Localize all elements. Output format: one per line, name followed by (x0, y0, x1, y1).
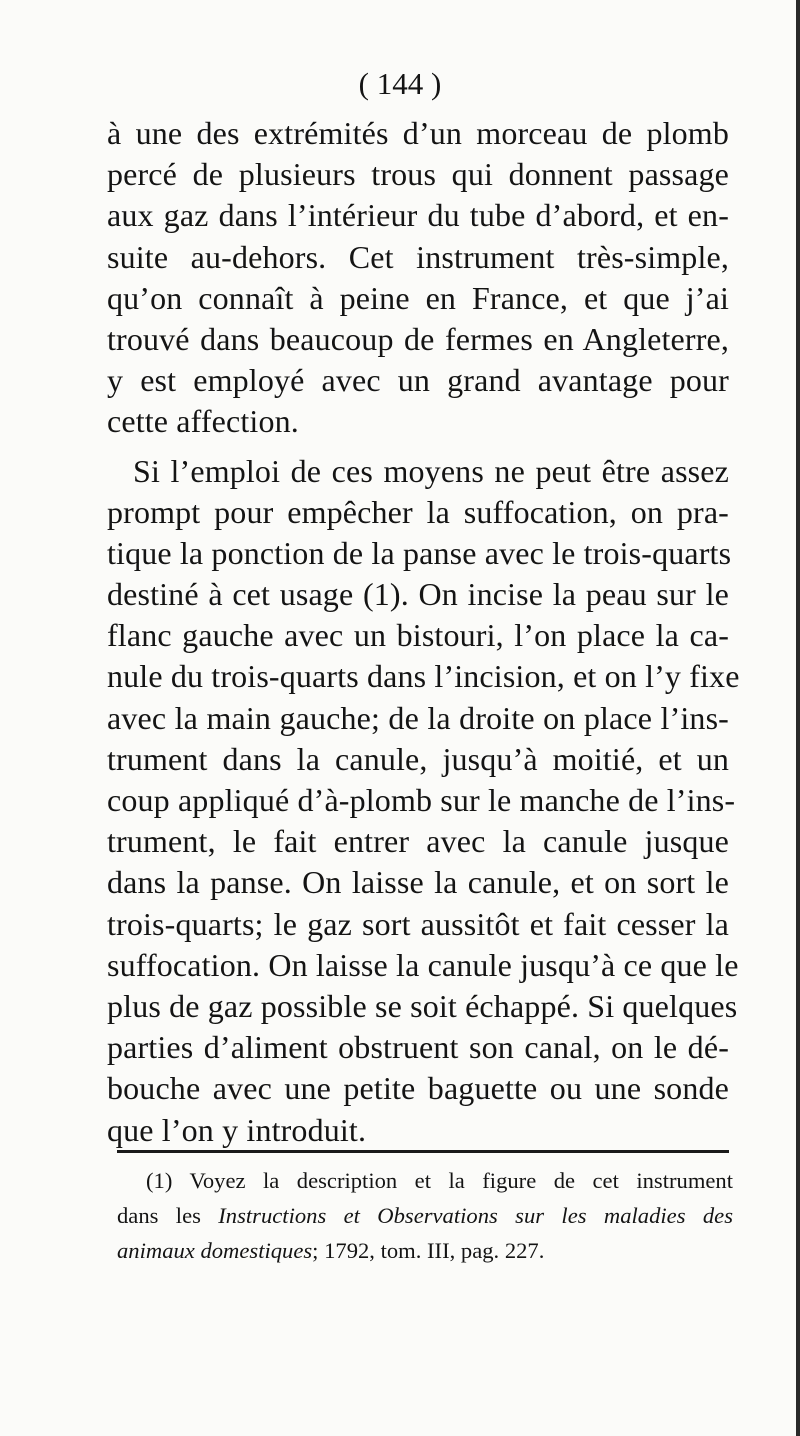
footnote-line-3 (117, 1233, 733, 1268)
footnote-rule (117, 1150, 729, 1153)
page-edge-shadow (796, 0, 800, 1436)
text-line: coup appliqué d’à-plomb sur le manche de l’ins- (107, 782, 736, 818)
text-line: aux gaz dans l’intérieur du tube d’abord, et en- (107, 197, 729, 234)
text-line: plus de gaz possible se soit échappé. Si quelques (107, 987, 738, 1024)
body-text (107, 113, 740, 1151)
text-line: trois-quarts; le gaz sort aussitôt et fait cesser la (107, 905, 729, 942)
paragraph-2 (107, 451, 740, 1151)
text-line: trument, le fait entrer avec la canule jusque (107, 823, 729, 860)
footnote-text: ; 1792, tom. III, pag. 227. (312, 1238, 545, 1263)
text-line: flanc gauche avec un bistouri, l’on place la ca- (107, 617, 729, 654)
text-line: Si l’emploi de ces moyens ne peut être assez (133, 452, 729, 489)
text-line: suffocation. On laisse la canule jusqu’à ce que le (107, 946, 739, 983)
text-line: bouche avec une petite baguette ou une sonde (107, 1070, 729, 1107)
paragraph-gap (107, 443, 729, 451)
footnote-line-2 (117, 1198, 733, 1233)
text-line: nule du trois-quarts dans l’incision, et on l’y fixe (107, 658, 740, 695)
text-line: à une des extrémités d’un morceau de plomb (107, 115, 729, 151)
text-line: parties d’aliment obstruent son canal, on le dé- (107, 1029, 729, 1066)
page-number: ( 144 ) (358, 66, 442, 101)
text-line: dans la panse. On laisse la canule, et on sort le (107, 864, 729, 901)
text-line: destiné à cet usage (1). On incise la peau sur le (107, 576, 729, 613)
text-line: prompt pour empêcher la suffocation, on pra- (107, 493, 729, 530)
text-line: trouvé dans beaucoup de fermes en Angleterre, (107, 320, 729, 357)
footnote (117, 1163, 733, 1268)
text-line: cette affection. (107, 403, 299, 440)
text-line: que l’on y introduit. (107, 1111, 367, 1148)
footnote-title-italic: animaux domestiques (117, 1238, 313, 1263)
footnote-line-1 (117, 1163, 733, 1198)
footnote-marker: (1) (146, 1168, 173, 1193)
footnote-text: Voyez la description et la figure de cet instrument (189, 1168, 733, 1193)
text-line: qu’on connaît à peine en France, et que j’ai (107, 279, 729, 316)
text-line: suite au-dehors. Cet instrument très-simple, (107, 238, 729, 275)
text-line: y est employé avec un grand avantage pour (107, 362, 729, 399)
text-line: avec la main gauche; de la droite on place l’ins- (107, 699, 729, 736)
footnote-text: dans les (117, 1203, 219, 1228)
footnote-title-italic: Instructions et Observations sur les maladies des (218, 1203, 733, 1228)
text-line: tique la ponction de la panse avec le trois-quarts (107, 534, 732, 571)
paragraph-1 (107, 113, 729, 443)
text-line: trument dans la canule, jusqu’à moitié, et un (107, 740, 729, 777)
text-line: percé de plusieurs trous qui donnent passage (107, 156, 729, 193)
